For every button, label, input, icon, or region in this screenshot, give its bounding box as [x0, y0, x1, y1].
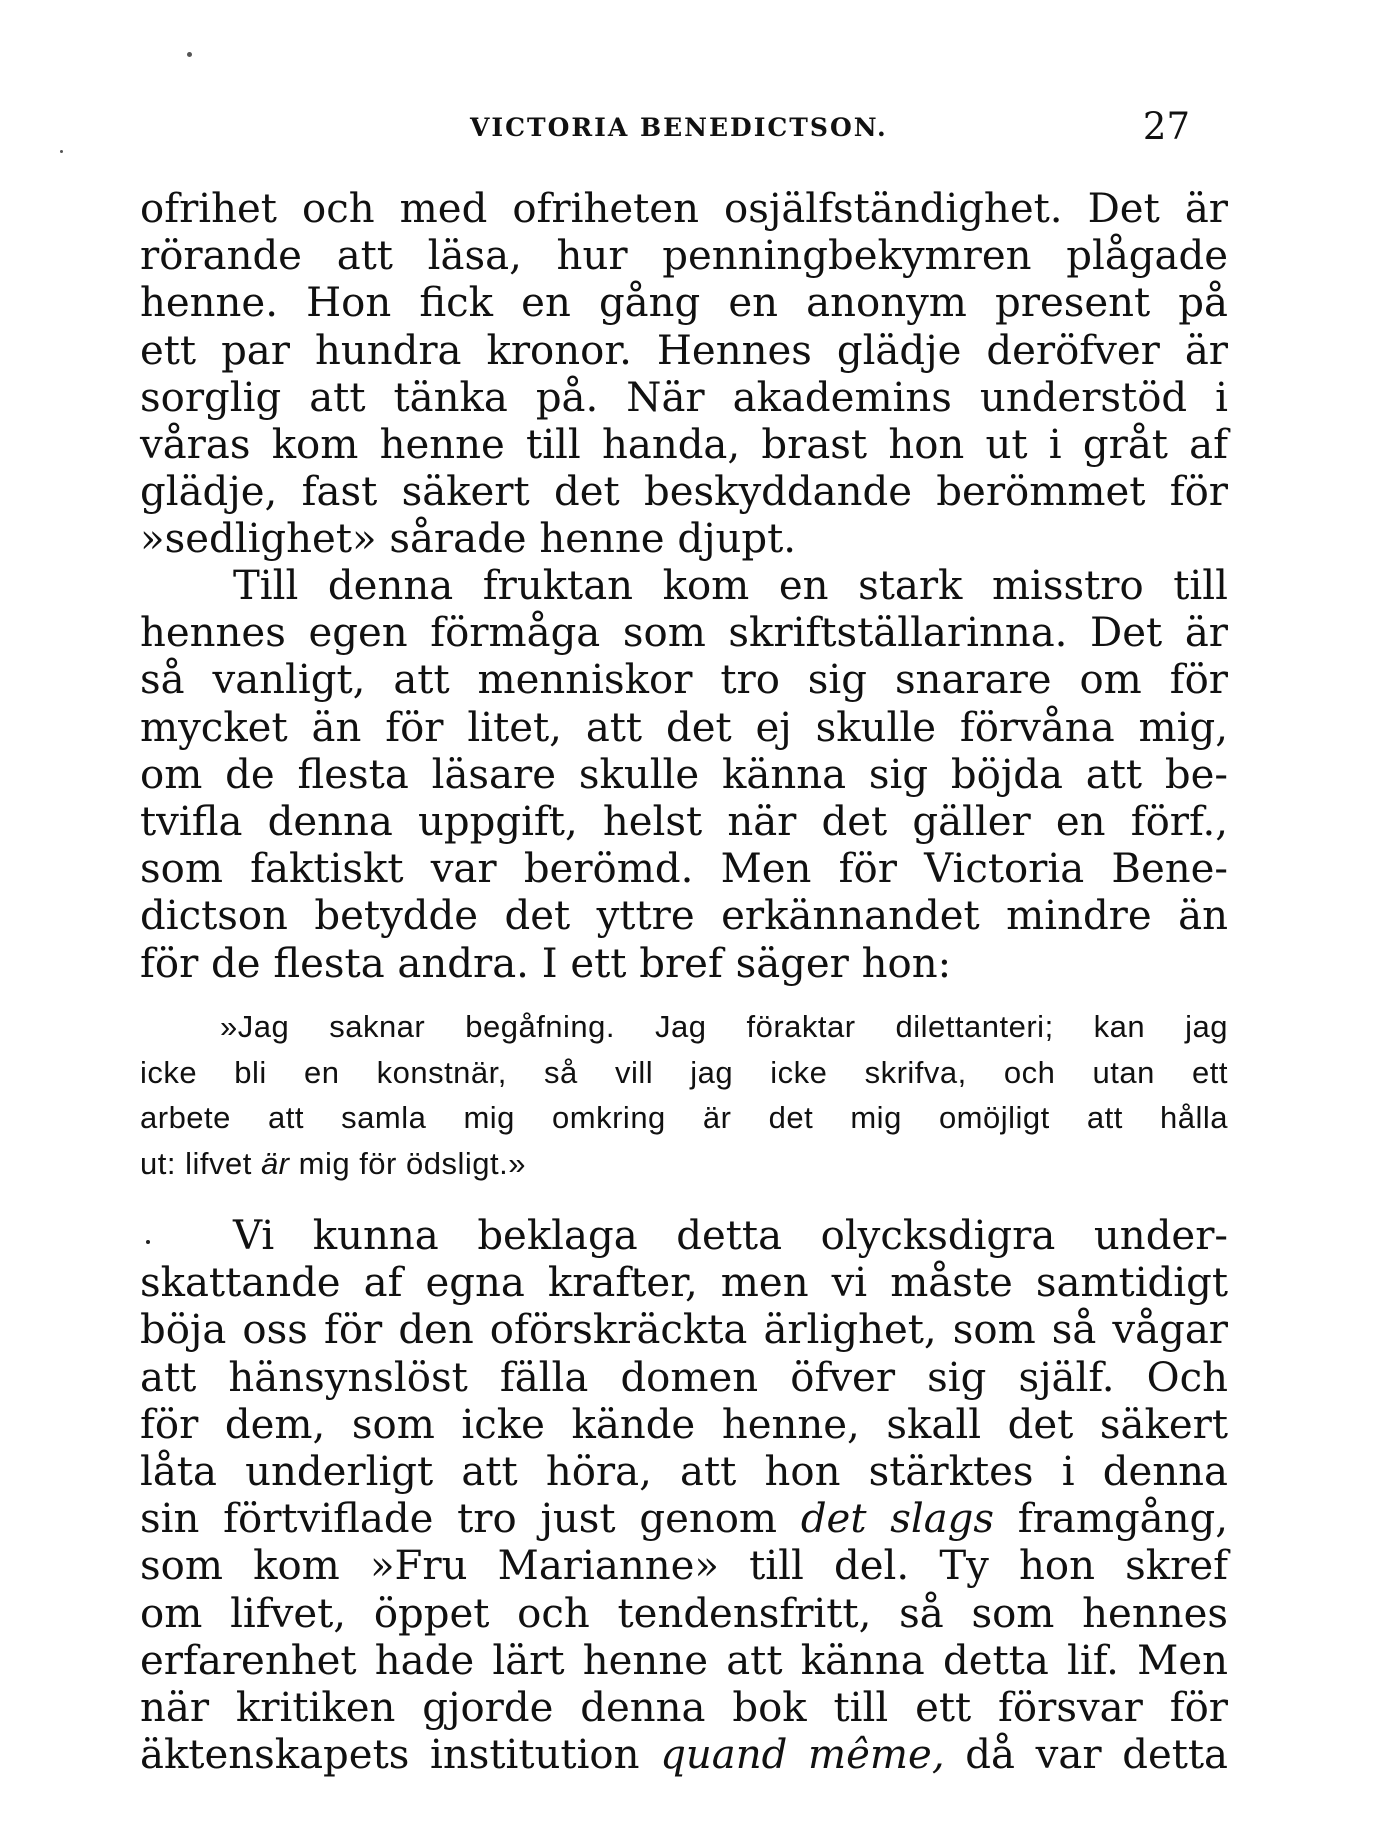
text-line: för dem, som icke kände henne, skall det säkert	[140, 1401, 1228, 1448]
text-line: om lifvet, öppet och tendensfritt, så som hennes	[140, 1590, 1228, 1637]
quote-line: arbete att samla mig omkring är det mig omöjligt att hålla	[140, 1100, 1228, 1135]
text-line: låta underligt att höra, att hon stärktes i denna	[140, 1448, 1228, 1495]
italic-run: det slags	[800, 1496, 995, 1543]
running-head	[140, 105, 1190, 153]
text-line: Vi kunna beklaga detta olycksdigra under-	[233, 1213, 1228, 1259]
text-run: sin förtviflade tro just genom	[140, 1496, 801, 1543]
scan-speck	[60, 150, 63, 153]
text-line: rörande att läsa, hur penningbekymren plågade	[140, 233, 1228, 280]
paragraph-1	[140, 186, 1228, 564]
italic-run: quand même,	[660, 1732, 945, 1779]
text-line: böja oss för den oförskräckta ärlighet, som så vågar	[140, 1307, 1228, 1354]
text-line	[140, 1732, 1228, 1779]
quote-line: »Jag saknar begåfning. Jag föraktar dilettanteri; kan jag	[220, 1009, 1228, 1044]
text-line: som faktiskt var berömd. Men för Victoria Bene-	[140, 846, 1228, 893]
text-line	[140, 1496, 1228, 1543]
text-line: som kom »Fru Marianne» till del. Ty hon skref	[140, 1543, 1228, 1590]
text-line: om de flesta läsare skulle känna sig böjda att be-	[140, 751, 1228, 798]
text-line: tvifla denna uppgift, helst när det gäller en förf.,	[140, 798, 1228, 845]
text-line: ett par hundra kronor. Hennes glädje deröfver är	[140, 327, 1228, 374]
text-line: att hänsynslöst fälla domen öfver sig själf. Och	[140, 1354, 1228, 1401]
text-line: glädje, fast säkert det beskyddande berömmet för	[140, 469, 1228, 516]
text-line: så vanligt, att menniskor tro sig snarare om för	[140, 657, 1228, 704]
text-line: dictson betydde det yttre erkännandet mindre än	[140, 893, 1228, 940]
quote-text: mig för ödsligt.»	[289, 1145, 526, 1181]
text-line: våras kom henne till handa, brast hon ut i gråt af	[140, 421, 1228, 468]
text-line: mycket än för litet, att det ej skulle förvåna mig,	[140, 704, 1228, 751]
text-line: för de flesta andra. I ett bref säger hon:	[140, 940, 952, 987]
text-run: äktenskapets institution	[140, 1732, 661, 1779]
text-line: erfarenhet hade lärt henne att känna detta lif. Men	[140, 1637, 1228, 1684]
paragraph-2	[140, 563, 1228, 988]
quote-emphasis: är	[260, 1145, 290, 1181]
quote-line: icke bli en konstnär, så vill jag icke skrifva, och utan ett	[140, 1054, 1228, 1090]
page-number: 27	[1142, 105, 1190, 148]
text-line: hennes egen förmåga som skriftställarinna. Det är	[140, 610, 1228, 657]
running-title: VICTORIA BENEDICTSON.	[470, 113, 888, 142]
quote-text: ut: lifvet	[140, 1145, 261, 1181]
text-line: henne. Hon fick en gång en anonym present på	[140, 280, 1228, 327]
text-run: då var detta	[944, 1732, 1228, 1779]
text-line: Till denna fruktan kom en stark misstro till	[233, 563, 1228, 609]
paragraph-3	[140, 1213, 1228, 1779]
quote-line	[140, 1141, 1228, 1187]
text-line: skattande af egna krafter, men vi måste samtidigt	[140, 1260, 1228, 1307]
text-run: framgång,	[994, 1496, 1229, 1543]
text-line: »sedlighet» sårade henne djupt.	[140, 516, 797, 563]
text-line: ofrihet och med ofriheten osjälfständighet. Det är	[140, 186, 1228, 232]
text-line: när kritiken gjorde denna bok till ett försvar för	[140, 1684, 1228, 1731]
scan-speck	[187, 52, 192, 57]
text-line: sorglig att tänka på. När akademins understöd i	[140, 374, 1228, 421]
block-quote	[140, 1004, 1228, 1186]
